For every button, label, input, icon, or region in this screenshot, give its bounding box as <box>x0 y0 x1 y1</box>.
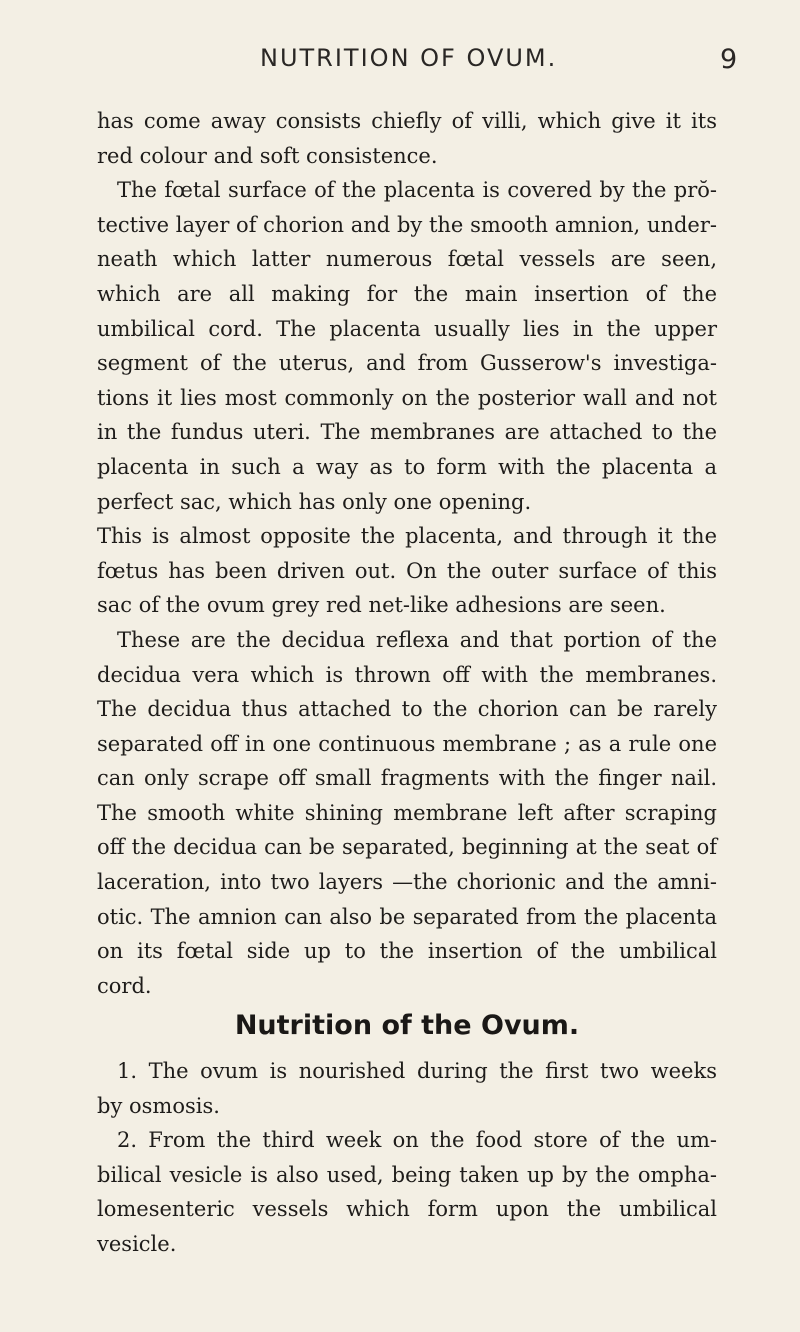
paragraph-continuation <box>97 104 717 173</box>
text-line: perfect sac, which has only one opening. <box>97 489 532 514</box>
text-line: off the decidua can be separated, beginning at the seat of <box>97 835 717 860</box>
text-line: fœtus has been driven out. On the outer surface of this <box>97 558 717 583</box>
text-line: decidua vera which is thrown off with the membranes. <box>97 662 717 687</box>
text-line: 2. From the third week on the food store of the um- <box>117 1128 717 1153</box>
text-line: by osmosis. <box>97 1093 220 1118</box>
text-line: in the fundus uteri. The membranes are attached to the <box>97 420 717 445</box>
text-line: separated off in one continuous membrane ; as a rule one <box>97 731 717 756</box>
text-line: The smooth white shining membrane left after scraping <box>97 800 717 825</box>
text-line: laceration, into two layers —the chorionic and the amni- <box>97 870 717 895</box>
running-title: NUTRITION OF OVUM. <box>260 44 558 72</box>
paragraph-decidua <box>97 623 717 1004</box>
text-line: This is almost opposite the placenta, and through it the <box>97 524 717 549</box>
section-heading: Nutrition of the Ovum. <box>234 1010 580 1042</box>
body-text <box>97 104 717 1262</box>
text-line: on its fœtal side up to the insertion of the umbilical <box>97 939 717 964</box>
text-line: has come away consists chiefly of villi, which give it its <box>97 109 717 133</box>
text-line: These are the decidua reflexa and that portion of the <box>117 627 717 652</box>
text-line: placenta in such a way as to form with the placenta a <box>97 454 717 479</box>
text-line: red colour and soft consistence. <box>97 143 438 168</box>
text-line: sac of the ovum grey red net-like adhesions are seen. <box>97 593 666 618</box>
text-line: bilical vesicle is also used, being taken up by the ompha- <box>97 1162 717 1187</box>
text-line: tions it lies most commonly on the posterior wall and not <box>97 385 717 410</box>
list-item-1 <box>97 1054 717 1123</box>
text-line: otic. The amnion can also be separated from the placenta <box>97 904 717 929</box>
text-line: lomesenteric vessels which form upon the umbilical <box>97 1197 717 1222</box>
text-line: The decidua thus attached to the chorion can be rarely <box>97 697 717 722</box>
text-line: vesicle. <box>97 1232 177 1256</box>
text-line: tective layer of chorion and by the smooth amnion, under- <box>97 212 717 237</box>
text-line: The fœtal surface of the placenta is covered by the prŏ- <box>117 178 717 203</box>
text-line: neath which latter numerous fœtal vessels are seen, <box>97 247 717 272</box>
list-item-2 <box>97 1123 717 1261</box>
text-line: umbilical cord. The placenta usually lies in the upper <box>97 316 717 341</box>
text-line: which are all making for the main insertion of the <box>97 281 717 306</box>
text-line: cord. <box>97 973 152 998</box>
page-number: 9 <box>720 44 738 75</box>
running-head <box>0 44 800 84</box>
text-line: 1. The ovum is nourished during the first two weeks <box>117 1059 717 1084</box>
text-line: can only scrape off small fragments with the finger nail. <box>97 766 717 791</box>
paragraph-placenta <box>97 173 717 623</box>
text-line: segment of the uterus, and from Gusserow's investiga- <box>97 351 717 376</box>
